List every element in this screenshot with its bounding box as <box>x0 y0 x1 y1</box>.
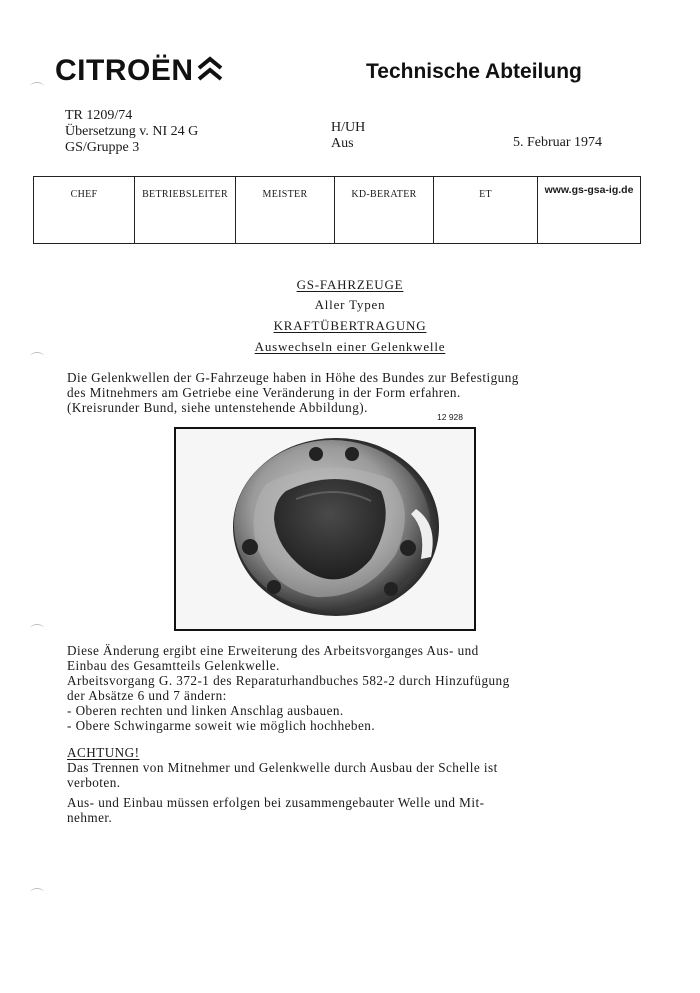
text-line: Aus- und Einbau müssen erfolgen bei zusammengebauter Welle und Mit- <box>67 795 485 810</box>
change-paragraph <box>67 643 510 733</box>
department-title: Technische Abteilung <box>366 60 582 83</box>
brand-name: CITROËN <box>55 54 194 87</box>
punch-mark <box>30 624 44 633</box>
intro-paragraph <box>67 370 519 415</box>
text-line: - Oberen rechten und linken Anschlag ausbauen. <box>67 703 344 718</box>
citroen-logo <box>55 54 223 88</box>
distribution-cell: ET <box>434 177 538 243</box>
distribution-cell: MEISTER <box>236 177 335 243</box>
text-line: verboten. <box>67 775 121 790</box>
text-line: Die Gelenkwellen der G-Fahrzeuge haben in Höhe des Bundes zur Befestigung <box>67 370 519 385</box>
distribution-cell: CHEF <box>34 177 135 243</box>
flange-photo <box>174 427 476 631</box>
warning-heading: ACHTUNG! <box>67 745 140 760</box>
section-title: KRAFTÜBERTRAGUNG <box>273 318 427 333</box>
joint-flange-image <box>176 429 474 629</box>
types-title: Aller Typen <box>314 297 386 312</box>
website-link[interactable]: www.gs-gsa-ig.de <box>544 184 634 196</box>
double-chevron-icon <box>197 56 223 87</box>
subject-title: Auswechseln einer Gelenkwelle <box>254 339 446 354</box>
text-line: (Kreisrunder Bund, siehe untenstehende Abbildung). <box>67 400 368 415</box>
distribution-table <box>33 176 641 244</box>
punch-mark <box>30 82 44 91</box>
punch-mark <box>30 888 44 897</box>
text-line: - Obere Schwingarme soweit wie möglich hochheben. <box>67 718 376 733</box>
punch-mark <box>30 352 44 361</box>
text-line: Arbeitsvorgang G. 372-1 des Reparaturhandbuches 582-2 durch Hinzufügung <box>67 673 510 688</box>
reference-line: GS/Gruppe 3 <box>65 140 140 155</box>
text-line: Einbau des Gesamtteils Gelenkwelle. <box>67 658 280 673</box>
author-initials: H/UH <box>331 120 366 135</box>
author-block <box>331 120 365 152</box>
document-date: 5. Februar 1974 <box>513 135 603 150</box>
text-line: Diese Änderung ergibt eine Erweiterung des Arbeitsvorganges Aus- und <box>67 643 479 658</box>
distribution-cell: KD-BERATER <box>335 177 434 243</box>
text-line: nehmer. <box>67 810 113 825</box>
figure-number: 12 928 <box>437 412 463 422</box>
text-line: der Absätze 6 und 7 ändern: <box>67 688 227 703</box>
text-line: des Mitnehmers am Getriebe eine Veränderung in der Form erfahren. <box>67 385 461 400</box>
reference-line: Übersetzung v. NI 24 G <box>65 124 199 139</box>
distribution-cell: BETRIEBSLEITER <box>135 177 236 243</box>
author-origin: Aus <box>331 136 354 151</box>
vehicle-title: GS-FAHRZEUGE <box>296 277 404 292</box>
reference-line: TR 1209/74 <box>65 108 133 123</box>
warning-block <box>67 745 498 825</box>
reference-block <box>65 108 198 156</box>
text-line: Das Trennen von Mitnehmer und Gelenkwelle durch Ausbau der Schelle ist <box>67 760 498 775</box>
